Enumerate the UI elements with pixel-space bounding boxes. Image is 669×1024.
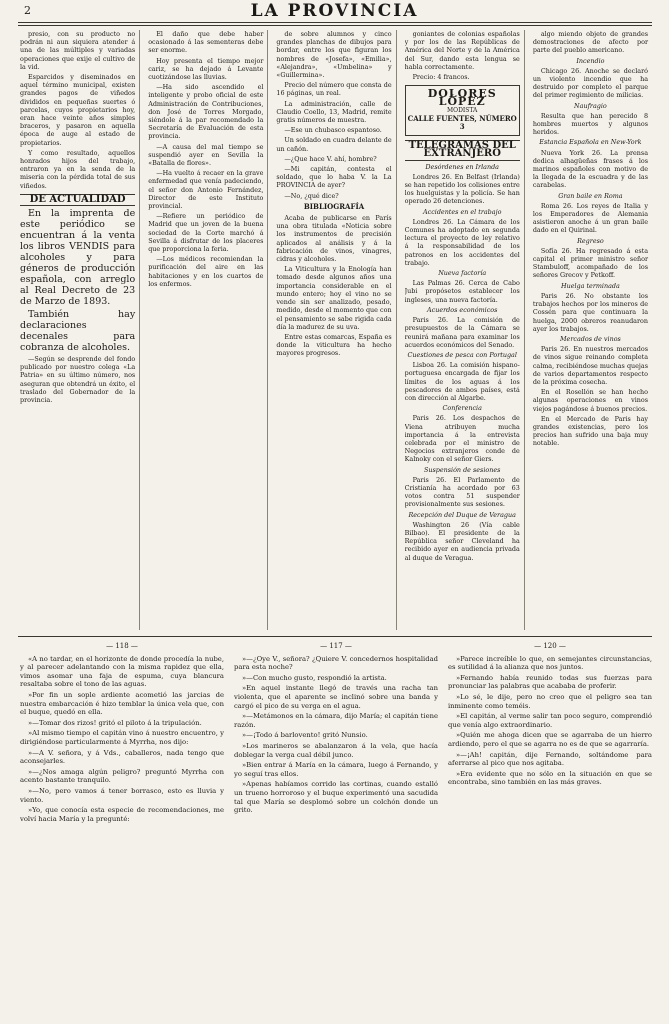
paragraph: Chicago 26. Anoche se declaró un violento incendio que ha destruido por completo el parque del primer regimiento de milicias.: [532, 66, 649, 100]
column-1: [20, 30, 140, 630]
feuilleton-column-2: [234, 642, 438, 1012]
paragraph: —Refiere un periódico de Madrid que un joven de la buena sociedad de la Corte marchó á Sevilla á disfrutar de los placeres que proporciona la feria.: [148, 212, 264, 254]
paragraph: Paris 26. El Parlamento de Cristianía ha acordado por 63 votos contra 51 suspender provisionalmente sus sesiones.: [404, 475, 520, 509]
paragraph: Precio del número que consta de 16 páginas, un real.: [276, 81, 392, 98]
paragraph: »Al mismo tiempo el capitán vino á nuestro encuentro, y dirigiéndose particularmente á Myrrha, nos dijo:: [20, 729, 224, 746]
paragraph: »—¿Nos amaga algún peligro? preguntó Myrrha con acento bastante tranquilo.: [20, 767, 224, 785]
paragraph: »Yo, que conocía esta especie de recomendaciones, me volví hacia María y la pregunté:: [20, 806, 224, 823]
subheading: Cuestiones de pesca con Portugal: [407, 350, 517, 359]
dialogue-line: —No, ¿qué dice?: [284, 191, 339, 200]
section-title-actualidad: DE ACTUALIDAD: [20, 194, 135, 206]
column-5: [533, 30, 652, 630]
paragraph: Nueva York 26. La prensa dedica alhagüeñas frases á los marinos españoles con motivo de la llegada de la escuadra y de las carabelas.: [532, 148, 649, 190]
paragraph: En el Rosellón se han hecho algunas operaciones en vinos viejos pagándose á buenos precios.: [532, 388, 649, 413]
paragraph: »—¡Ah! capitán, dije Fernando, soltándome para aferrarse al pico que nos agitaba.: [448, 750, 652, 768]
notice-paragraph: También hay declaraciones decenales para cobranza de alcoholes.: [20, 309, 136, 354]
subheading: Desórdenes en Irlanda: [425, 162, 499, 171]
paragraph: »—Con mucho gusto, respondió la artista.: [242, 673, 387, 682]
paragraph: En el Mercado de Paris hay grandes existencias, pero los precios han sufrido una baja muy notable.: [532, 414, 649, 448]
dialogue-line: —Ese un chubasco espantoso.: [284, 126, 382, 135]
subheading: Acuerdos económicos: [427, 305, 498, 314]
paragraph: »Parece increíble lo que, en semejantes circunstancias, es sutilidad á la alianza que nos juntos.: [448, 654, 652, 672]
paragraph: Roma 26. Los reyes de Italia y los Emperadores de Alemania asistieron anoche á un gran baile dado en el Quirinal.: [532, 201, 649, 235]
masthead-rule-2: [18, 25, 652, 26]
paragraph: La Viticultura y la Enología han tomado desde algunos años una importancia considerable en el mundo entero; hoy el vino no se vende sin ser analizado, pesado, medido, desde el momento que con el pensamiento se sabe rigida cada día la madurez de su uva.: [276, 265, 392, 331]
paragraph: presio, con su producto no podrán ni aun siquiera atender á una de las múltiples y variadas operaciones que exije el cultivo de la vid.: [20, 30, 136, 71]
feuilleton-column-1: [20, 642, 224, 1012]
paragraph: Y como resultado, aquellos honrados hijos del trabajo, entraron ya en la senda de la miseria con la pérdida total de sus viñedos.: [20, 148, 136, 190]
feuilleton-page-number: — 117 —: [320, 642, 352, 650]
paragraph: Paris 26. No obstante los trabajos hechos por los mineros de Cossén para que continuara la huelga, 2000 obreros reanudaron ayer los trabajos.: [532, 291, 649, 333]
feuilleton-page-number: — 120 —: [534, 642, 566, 650]
paragraph: —Ha vuelto á recaer en la grave enfermedad que venía padeciendo, el señor don Antonio Fernández, Director de este Instituto provincial.: [148, 169, 264, 211]
paragraph: algo miendo objeto de grandes demostraciones de afecto por parte del pueblo americano.: [532, 30, 649, 55]
dialogue-line: —¿Que hace V. ahí, hombre?: [284, 154, 377, 163]
page-number: 2: [24, 4, 32, 17]
paragraph: »El capitán, al verme salir tan poco seguro, comprendió que venía algo extraordinario.: [448, 712, 652, 729]
subheading: Naufragio: [574, 101, 607, 110]
paragraph: Hoy presenta el tiempo mejor cariz, se ha dejado á Levante cuotizándose las lluvias.: [148, 56, 264, 82]
paragraph: Paris 26. Los despachos de Viena atribuyen mucha importancia á la entrevista celebrada por el ministro de Negocios extranjeros conde de Kalnoky con el señor Giers.: [404, 414, 520, 464]
paragraph: —Según se desprende del fondo publicado por nuestro colega «La Patria» en su último número, nos aseguran que obtendrá un éxito, el traslado del Gobernador de la provincia.: [20, 355, 136, 405]
paragraph: »—Tomar dos rizos! gritó el piloto á la tripulación.: [28, 718, 202, 727]
paragraph: »Fernando había reunido todas sus fuerzas para pronunciar las palabras que acababa de proferir.: [448, 673, 652, 691]
paragraph: »Bien entrar á María en la cámara, luego á Fernando, y yo seguí tras ellos.: [234, 761, 438, 778]
paragraph: La administración, calle de Claudio Coello, 13, Madrid, remite gratis números de muestra.: [276, 99, 392, 125]
news-columns: [20, 30, 652, 630]
masthead: [0, 0, 669, 22]
paragraph: »Los marineros se abalanzaron á la vela, que hacía doblegar la verga cual débil junco.: [234, 741, 438, 759]
subheading: Recepción del Duque de Veragua: [408, 510, 516, 519]
feuilleton-section: [20, 642, 652, 1012]
paragraph: Entre estas comarcas, España es donde la viticultura ha hecho mayores progresos.: [276, 332, 392, 358]
subheading: Nueva factoría: [438, 269, 487, 278]
subheading: Estancia Española en New-York: [539, 138, 642, 147]
paragraph: goniantes de colonias españolas y por los de las Repúblicas de América del Norte y de la América del Sur, dando esta lengua se habla correctamente.: [404, 30, 520, 71]
paragraph: —Ha sido ascendido el inteligente y probo oficial de este Administración de Contribuciones, don José de Torres Morgado, siéndole á la par recomendado la Secretaría de Evaluación de esta provincia.: [148, 83, 264, 141]
paragraph: »Quién me ahoga dicen que se agarraba de un hierro ardiendo, pero el que se agarra no es de que se agarraría.: [448, 731, 652, 748]
subheading: Mercados de vinos: [560, 334, 621, 343]
paragraph: Las Palmas 26. Cerca de Cabo Jubi propósetos establecer los ingleses, una nueva factoría.: [404, 279, 520, 304]
dialogue-line: —Mi capitán, contesta el soldado, que lo haba V. la La PROVINCIA de ayer?: [276, 165, 392, 190]
paragraph: Sofía 26. Ha regresado á esta capital el primer ministro señor Stambuloff, acompañado de los señores Grecov y Petkoff.: [532, 246, 649, 280]
column-3: [276, 30, 396, 630]
section-title-telegramas: TELEGRAMAS DEL EXTRANJERO: [405, 140, 520, 160]
column-4: [405, 30, 525, 630]
paragraph: Resulta que han perecido 8 hombres muertos y algunos heridos.: [532, 111, 649, 137]
subheading: Suspensión de sesiones: [424, 465, 501, 474]
paragraph: Paris 26. En nuestros mercados de vinos sigue reinando completa calma, recibiéndose muchas quejas de varios departamentos respecto de la próxima cosecha.: [532, 345, 649, 386]
subheading: Gran baile en Roma: [558, 191, 623, 200]
paragraph: »Lo sé, le dije, pero no creo que el peligro sea tan inminente como teméis.: [448, 692, 652, 710]
subheading: Incendio: [576, 56, 605, 65]
feuilleton-column-3: [448, 642, 652, 1012]
paragraph: —Los médicos recomiendan la purificación del aire en las habitaciones y en los cuartos de los enfermos.: [148, 255, 264, 288]
ad-address: CALLE FUENTES, NÚMERO 3: [407, 113, 517, 132]
subheading: Conferencia: [442, 404, 482, 413]
paragraph: El daño que debe haber ocasionado á las sementeras debe ser enorme.: [148, 30, 264, 55]
paragraph: »Apenas habíamos corrido las cortinas, cuando estalló un trueno horroroso y el buque experimentó una sacudida tal que María se desplomó sobre un colchón donde un grito.: [234, 780, 438, 815]
notice-paragraph: En la imprenta de este periódico se encuentran á la venta los libros VENDIS para alcoholes y para géneros de producción española, con arreglo al Real Decreto de 23 de Marzo de 1893.: [20, 208, 136, 308]
ad-trade: MODISTA: [447, 106, 478, 114]
paragraph: Paris 26. La comisión de presupuestos de la Cámara se reunirá mañana para examinar los acuerdos económicos del Senado.: [404, 316, 520, 349]
paragraph: »—¡Todo á barlovento! gritó Nunsio.: [242, 731, 368, 740]
subheading: Huelga terminada: [561, 281, 620, 290]
subheading: Regreso: [577, 236, 604, 245]
dialogue-line: Un soldado en cuadra delante de un cañón.: [276, 136, 392, 153]
paragraph: »—No, pero vamos á tener borrasco, esto es lluvia y viento.: [20, 786, 224, 804]
paragraph: Washington 26 (Vía cable Bilbao). El presidente de la República señor Cleveland ha recibido ayer en audiencia privada al duque de Veragua.: [404, 520, 520, 562]
column-2: [148, 30, 268, 630]
ad-name: DOLORES LÓPEZ: [427, 87, 497, 109]
paragraph: «A no tardar, en el horizonte de donde procedía la nube, y al parecer adelantando con la misma rapidez que ella, vimos asomar una faja de espuma, cuya blancura resaltaba sobre el tono de las aguas.: [20, 654, 224, 689]
paragraph: de sobre alumnos y cinco grandes planchas de dibujos para bordar, entre los que figuran los nombres de «Josefa», «Emilia», «Alejandra», «Umbelina» y «Guillermina».: [276, 30, 392, 80]
paragraph: Lisboa 26. La comisión hispano-portuguesa encargada de fijar los límites de los aguas á los pescadores de ambos países, está con dirección al Algarbe.: [404, 361, 520, 402]
paragraph: »—Metámonos en la cámara, dijo María; el capitán tiene razón.: [234, 712, 438, 729]
masthead-rule: [18, 22, 652, 23]
feuilleton-page-number: — 118 —: [106, 642, 138, 650]
paragraph: »Por fin un sople ardiente acometió las jarcias de nuestra embarcación é hizo temblar la única vela que, con el buque, quedó en ella.: [20, 690, 224, 717]
paragraph: Londres 26. La Cámara de los Comunes ha adoptado en segunda lectura el proyecto de ley relativo á la responsabilidad de los patronos en los accidentes del trabajo.: [404, 217, 520, 267]
paragraph: »En aquel instante llegó de través una racha tan violenta, que el aparente se inclinó sobre una banda y cargó el pico de su verga en el agua.: [234, 684, 438, 710]
section-title-bibliografia: BIBLIOGRAFÍA: [303, 201, 365, 211]
paragraph: Londres 26. En Belfast (Irlanda) se han repetido los colisiones entre los huelguistas y la policía. Se han operado 26 detenciones.: [404, 172, 520, 206]
feuilleton-rule: [18, 636, 652, 637]
paragraph: »—¿Oye V., señora? ¿Quiere V. concedernos hospitalidad para esta noche?: [234, 654, 438, 672]
paragraph: »—A V. señora, y á Vds., caballeros, nada tengo que aconsejarles.: [20, 748, 224, 766]
newspaper-title: LA PROVINCIA: [250, 1, 419, 21]
paragraph: Esparcidos y diseminados en aquel término municipal, existen grandes pagos de viñedos divididos en pequeñas suertes ó parcelas, cuyos propietarios hoy, eran hace veinte años simples braceros, y pasaron en aquella época de auge al estado de propietarios.: [20, 73, 136, 147]
paragraph: —A causa del mal tiempo se suspendió ayer en Sevilla la «Batalla de flores».: [148, 142, 264, 168]
paragraph: »Era evidente que no sólo en la situación en que se encontraba, sino también en las más graves.: [448, 769, 652, 787]
paragraph: Precio: 4 francos.: [412, 73, 470, 82]
advertisement-box: [405, 85, 520, 136]
paragraph: Acaba de publicarse en París una obra titulada «Noticia sobre los instrumentos de precisión aplicados al análisis y á la fabricación de vinos, vinagres, cidras y alcoholes.: [276, 214, 392, 264]
subheading: Accidentes en el trabajo: [423, 207, 502, 216]
